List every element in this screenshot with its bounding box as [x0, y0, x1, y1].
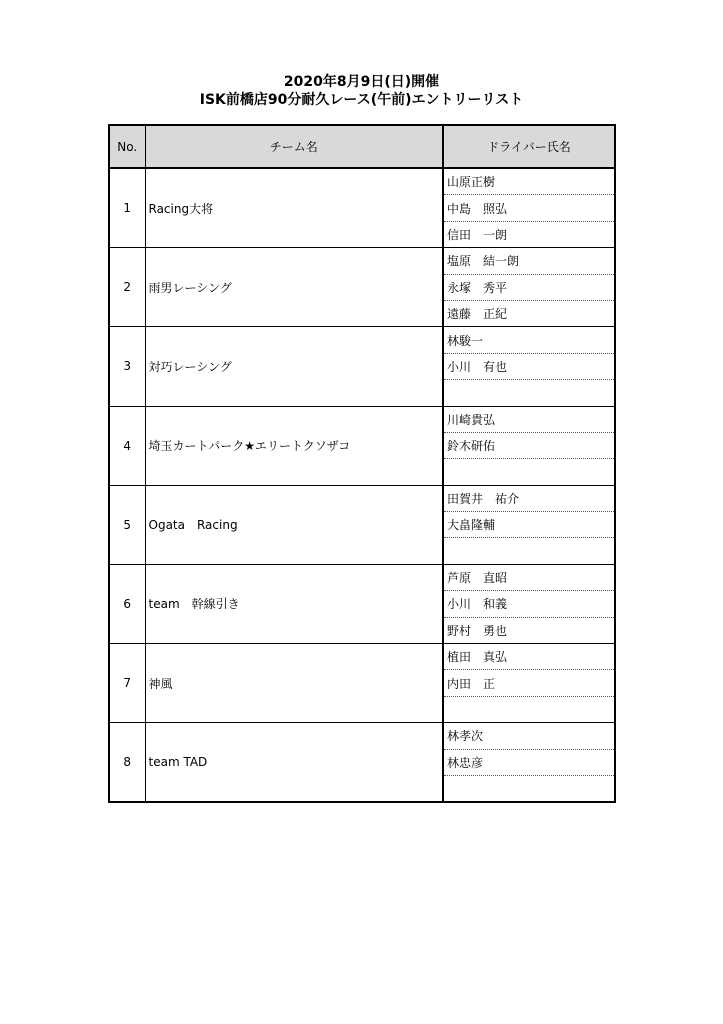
driver-name: 信田 一朗 [443, 221, 615, 247]
driver-name [443, 696, 615, 722]
team-name: Racing大将 [145, 168, 443, 248]
entry-row [109, 406, 615, 432]
entry-no: 1 [109, 168, 145, 248]
entry-no: 8 [109, 723, 145, 803]
driver-name [443, 380, 615, 406]
entry-no: 5 [109, 485, 145, 564]
driver-name: 林駿一 [443, 327, 615, 353]
driver-name: 芦原 直昭 [443, 564, 615, 590]
driver-name: 林忠彦 [443, 749, 615, 775]
header-team-name: チーム名 [145, 125, 443, 168]
driver-name: 内田 正 [443, 670, 615, 696]
driver-name: 大畠隆輔 [443, 512, 615, 538]
entry-no: 7 [109, 644, 145, 723]
team-name: 神風 [145, 644, 443, 723]
driver-name: 小川 有也 [443, 353, 615, 379]
driver-name: 遠藤 正紀 [443, 300, 615, 326]
driver-name: 田賀井 祐介 [443, 485, 615, 511]
header-no: No. [109, 125, 145, 168]
entry-row [109, 644, 615, 670]
entry-table [108, 124, 616, 803]
driver-name [443, 459, 615, 485]
entry-no: 4 [109, 406, 145, 485]
driver-name: 中島 照弘 [443, 195, 615, 221]
entry-row [109, 327, 615, 353]
driver-name: 鈴木研佑 [443, 432, 615, 458]
driver-name: 塩原 結一朗 [443, 248, 615, 274]
entry-row [109, 564, 615, 590]
event-date-title: 2020年8月9日(日)開催 [283, 74, 440, 90]
team-name: 雨男レーシング [145, 248, 443, 327]
team-name: team 幹線引き [145, 564, 443, 643]
team-name: Ogata Racing [145, 485, 443, 564]
driver-name [443, 538, 615, 564]
team-name: 埼玉カートパーク★エリートクソザコ [145, 406, 443, 485]
driver-name: 植田 真弘 [443, 644, 615, 670]
entry-row [109, 168, 615, 195]
entry-list-title: ISK前橋店90分耐久レース(午前)エントリーリスト [199, 92, 524, 108]
header-row [109, 125, 615, 168]
entry-no: 6 [109, 564, 145, 643]
entry-no: 2 [109, 248, 145, 327]
team-name: 対巧レーシング [145, 327, 443, 406]
entry-row [109, 485, 615, 511]
header-driver-name: ドライバー氏名 [443, 125, 615, 168]
driver-name: 永塚 秀平 [443, 274, 615, 300]
entry-no: 3 [109, 327, 145, 406]
driver-name: 山原正樹 [443, 168, 615, 195]
driver-name [443, 775, 615, 802]
entry-row [109, 248, 615, 274]
team-name: team TAD [145, 723, 443, 803]
driver-name: 林孝次 [443, 723, 615, 749]
driver-name: 小川 和義 [443, 591, 615, 617]
entry-row [109, 723, 615, 749]
driver-name: 川崎貴弘 [443, 406, 615, 432]
driver-name: 野村 勇也 [443, 617, 615, 643]
